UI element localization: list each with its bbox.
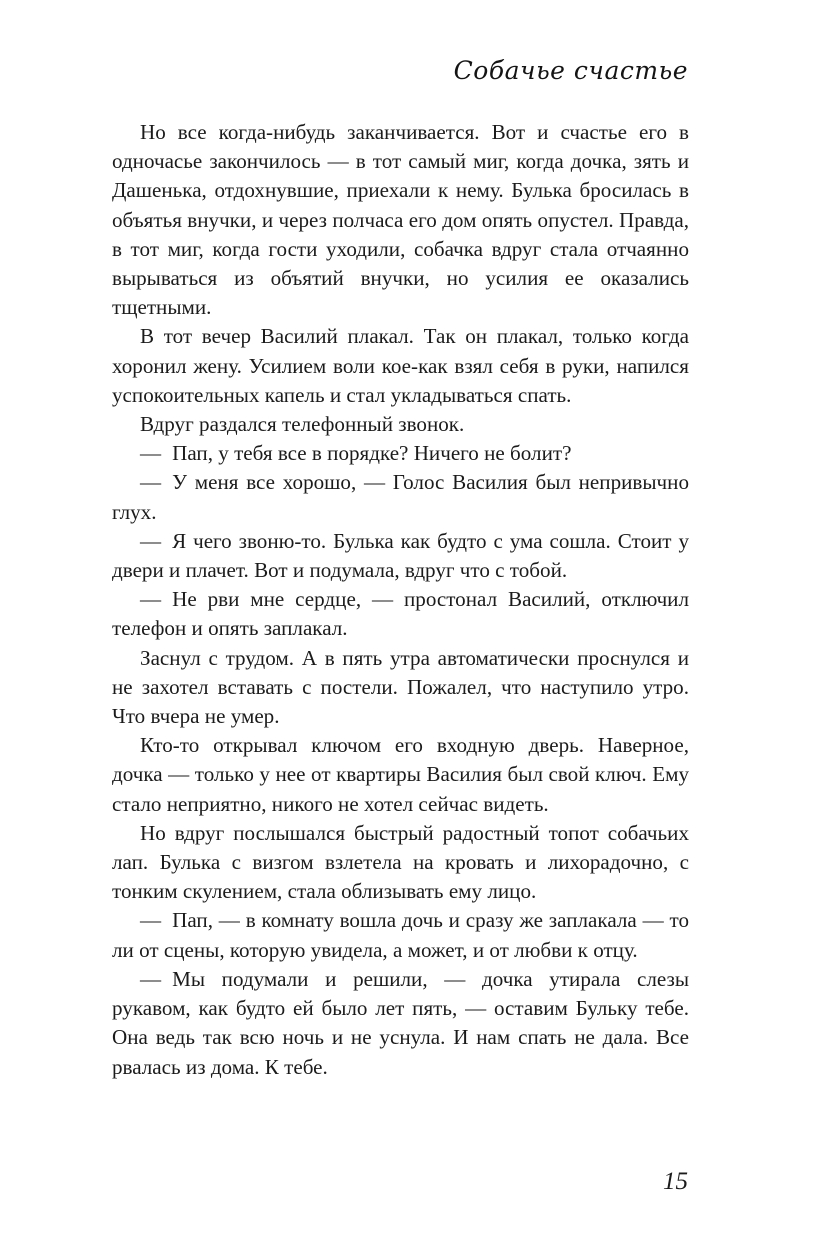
dialogue-paragraph: [112, 439, 689, 468]
body-paragraph: Вдруг раздался телефонный звонок.: [140, 412, 465, 437]
paragraph-text: Пап, у тебя все в порядке? Ничего не болит?: [172, 441, 572, 466]
dialogue-dash: —: [140, 908, 162, 933]
body-paragraph: Но вдруг послышался быстрый радостный топот собачьих лап. Булька с визгом взлетела на кровать и лихорадочно, с тонким скулением, стала облизывать ему лицо.: [112, 820, 689, 904]
paragraph-text: У меня все хорошо, — Голос Василия был непривычно глух.: [112, 470, 689, 524]
dialogue-dash: —: [140, 966, 162, 991]
paragraph-text: Не рви мне сердце, — простонал Василий, отключил телефон и опять заплакал.: [112, 587, 689, 641]
dialogue-dash: —: [140, 470, 162, 495]
dialogue-paragraph: [112, 527, 689, 585]
page-number: 15: [663, 1168, 688, 1195]
body-paragraph: Заснул с трудом. А в пять утра автоматически проснулся и не захотел вставать с постели. Пожалел, что наступило утро. Что вчера не умер.: [112, 645, 689, 729]
body-paragraph: В тот вечер Василий плакал. Так он плакал, только когда хоронил жену. Усилием воли кое-как взял себя в руки, напился успокоительных капель и стал укладываться спать.: [112, 324, 689, 407]
dialogue-dash: —: [140, 587, 162, 612]
body-text-block: [112, 118, 689, 1082]
dialogue-paragraph: [112, 585, 689, 643]
dialogue-dash: —: [140, 441, 162, 466]
dialogue-paragraph: [112, 906, 689, 964]
dialogue-dash: —: [140, 528, 162, 553]
dialogue-paragraph: [112, 468, 689, 526]
dialogue-paragraph: [112, 965, 689, 1082]
body-paragraph: Кто-то открывал ключом его входную дверь. Наверное, дочка — только у нее от квартиры Василия был свой ключ. Ему стало неприятно, никого не хотел сейчас видеть.: [112, 733, 689, 816]
running-head: Собачье счастье: [453, 56, 688, 85]
paragraph-text: Пап, — в комнату вошла дочь и сразу же заплакала — то ли от сцены, которую увидела, а может, и от любви к отцу.: [112, 908, 689, 962]
paragraph-text: Я чего звоню-то. Булька как будто с ума сошла. Стоит у двери и плачет. Вот и подумала, вдруг что с тобой.: [112, 528, 689, 583]
body-paragraph: Но все когда-нибудь заканчивается. Вот и счастье его в одночасье закончилось — в тот самый миг, когда дочка, зять и Дашенька, отдохнувшие, приехали к нему. Булька бросилась в объятья внучки, и через полчаса его дом опять опустел. Правда, в тот миг, когда гости уходили, собачка вдруг стала отчаянно вырываться из объятий внучки, но усилия ее оказались тщетными.: [112, 120, 689, 320]
paragraph-text: Мы подумали и решили, — дочка утирала слезы рукавом, как будто ей было лет пять, — оставим Бульку тебе. Она ведь так всю ночь и не уснула. И нам спать не дала. Все рвалась из дома. К тебе.: [112, 966, 689, 1079]
